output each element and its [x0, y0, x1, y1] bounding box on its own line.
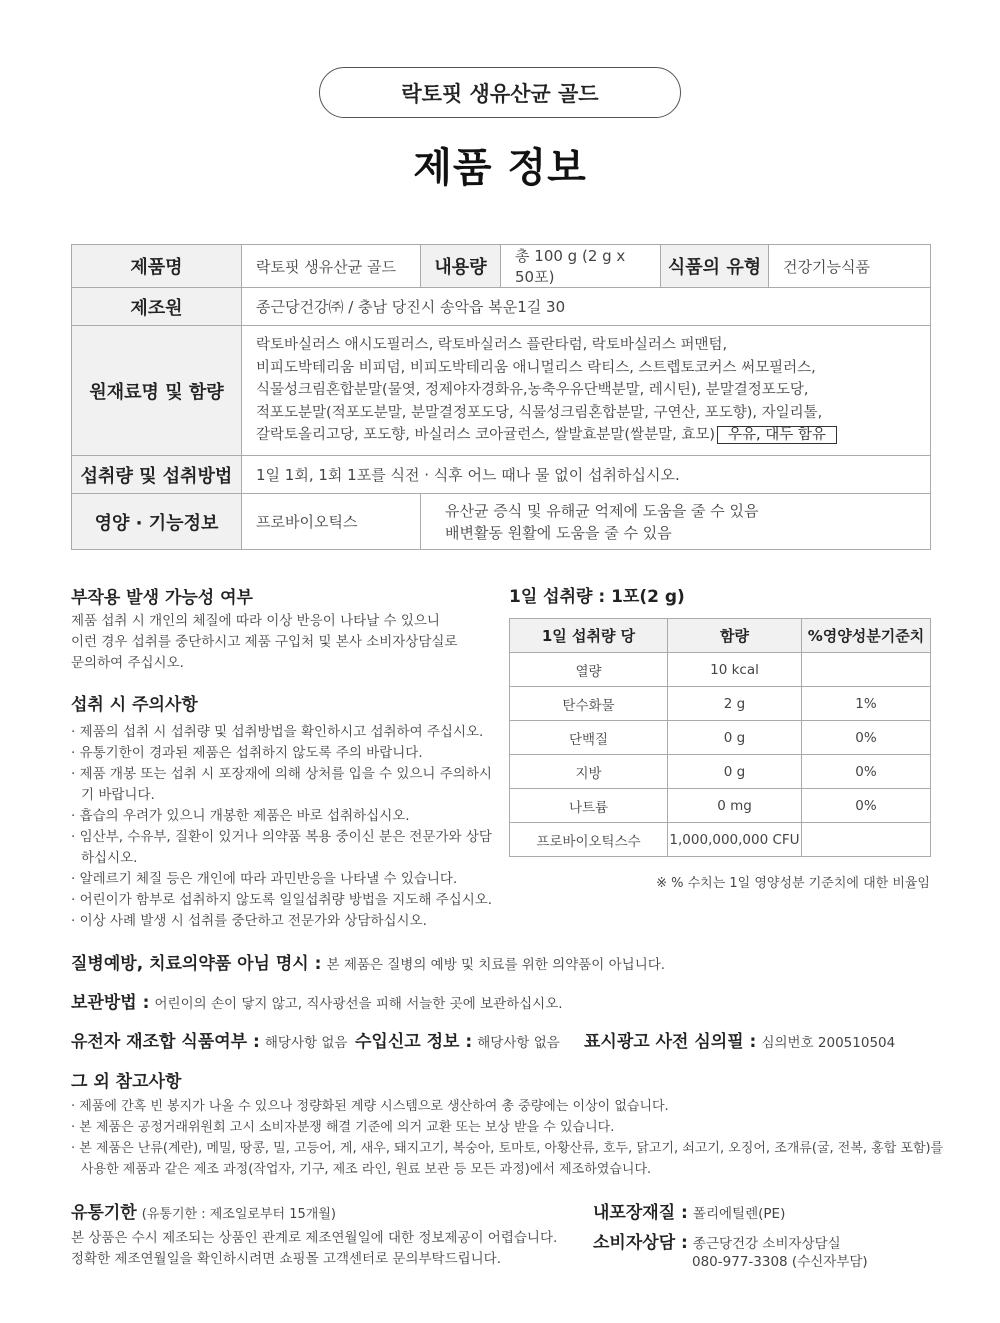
manufacturer-label: 제조원 — [72, 288, 242, 326]
food-type-label: 식품의 유형 — [661, 245, 769, 288]
nutrition-row — [510, 755, 931, 789]
nutrition-header-cell: 함량 — [668, 619, 802, 653]
ingredients-line — [256, 424, 916, 447]
cautions-list — [71, 722, 501, 932]
ingredients-line-text: 갈락토올리고당, 포도향, 바실러스 코아귤런스, 쌀발효분말(쌀분말, 효모) — [256, 427, 715, 444]
side-effects-line: 제품 섭취 시 개인의 체질에 따라 이상 반응이 나타날 수 있으니 — [71, 613, 440, 629]
caution-item: · 제품 개봉 또는 섭취 시 포장재에 의해 상처를 입을 수 있으니 주의하시기 바랍니다. — [71, 766, 492, 803]
ingredients-line: 락토바실러스 애시도필러스, 락토바실러스 플란타럼, 락토바실러스 퍼맨텀, — [256, 337, 728, 354]
nutrient-amount: 0 g — [668, 721, 802, 755]
nutrition-header-cell: %영양성분기준치 — [802, 619, 931, 653]
nutrition-header-cell: 1일 섭취량 당 — [510, 619, 668, 653]
storage-info — [71, 988, 563, 1013]
ingredients-value — [242, 326, 931, 456]
import-value: 해당사항 없음 — [477, 1035, 560, 1051]
gmo-info — [71, 1027, 347, 1052]
disease-notice-label: 질병예방, 치료의약품 아님 명시 : — [71, 954, 322, 974]
nutrient-percent: 0% — [802, 789, 931, 823]
consumer-label: 소비자상담 : — [593, 1233, 688, 1253]
ad-review-label: 표시광고 사전 심의필 : — [584, 1032, 757, 1052]
other-notes-list — [71, 1096, 971, 1180]
other-note-item: · 본 제품은 공정거래위원회 고시 소비자분쟁 해결 기준에 의거 교환 또는 보상 받을 수 있습니다. — [71, 1120, 615, 1135]
gmo-value: 해당사항 없음 — [264, 1035, 348, 1051]
ingredients-row — [72, 326, 931, 456]
caution-item: · 제품의 섭취 시 섭취량 및 섭취방법을 확인하시고 섭취하여 주십시오. — [71, 724, 484, 740]
nutrition-footnote: ※ % 수치는 1일 영양성분 기준치에 대한 비율임 — [656, 876, 930, 891]
caution-item: · 이상 사례 발생 시 섭취를 중단하고 전문가와 상담하십시오. — [71, 913, 427, 929]
nutrition-row — [510, 653, 931, 687]
nutrient-percent: 0% — [802, 755, 931, 789]
nutrient-percent — [802, 823, 931, 857]
function-label: 영양 · 기능정보 — [72, 494, 242, 550]
caution-item: · 알레르기 체질 등은 개인에 따라 과민반응을 나타낼 수 있습니다. — [71, 871, 458, 887]
disease-notice — [71, 949, 665, 974]
nutrition-row — [510, 687, 931, 721]
volume-label: 내용량 — [421, 245, 501, 288]
nutrient-amount: 0 g — [668, 755, 802, 789]
expiry-label: 유통기한 — [71, 1203, 137, 1223]
nutrition-row — [510, 721, 931, 755]
nutrition-header-row — [510, 619, 931, 653]
nutrient-name: 탄수화물 — [510, 687, 668, 721]
nutrition-title: 1일 섭취량 : 1포(2 g) — [509, 587, 685, 607]
side-effects-text — [71, 611, 457, 674]
packaging-info — [593, 1198, 785, 1223]
ingredients-line: 식물성크림혼합분말(물엿, 정제야자경화유,농축우유단백분말, 레시틴), 분말결정포도당, — [256, 382, 809, 399]
packaging-label: 내포장재질 : — [593, 1203, 688, 1223]
side-effects-line: 문의하여 주십시오. — [71, 655, 184, 671]
dosage-row — [72, 456, 931, 494]
dosage-label: 섭취량 및 섭취방법 — [72, 456, 242, 494]
allergy-notice-box: 우유, 대두 함유 — [717, 426, 837, 444]
expiry-info — [71, 1198, 336, 1223]
gmo-label: 유전자 재조합 식품여부 : — [71, 1032, 260, 1052]
caution-item: · 임산부, 수유부, 질환이 있거나 의약품 복용 중이신 분은 전문가와 상담하십시오. — [71, 829, 492, 866]
nutrient-name: 프로바이오틱스수 — [510, 823, 668, 857]
expiry-line: 정확한 제조연월일을 확인하시려면 쇼핑몰 고객센터로 문의부탁드립니다. — [71, 1251, 502, 1267]
ad-review-info — [584, 1027, 895, 1052]
product-name-label: 제품명 — [72, 245, 242, 288]
manufacturer-row — [72, 288, 931, 326]
storage-label: 보관방법 : — [71, 993, 150, 1013]
expiry-line: 본 상품은 수시 제조되는 상품인 관계로 제조연월일에 대한 정보제공이 어렵습니다. — [71, 1230, 558, 1246]
product-name-row — [72, 245, 931, 288]
other-note-item: · 제품에 간혹 빈 봉지가 나올 수 있으나 정량화된 계량 시스템으로 생산하여 총 중량에는 이상이 없습니다. — [71, 1099, 669, 1114]
nutrient-name: 단백질 — [510, 721, 668, 755]
packaging-value: 폴리에틸렌(PE) — [692, 1206, 786, 1222]
nutrient-name: 나트륨 — [510, 789, 668, 823]
dosage-value: 1일 1회, 1회 1포를 식전 · 식후 어느 때나 물 없이 섭취하십시오. — [242, 456, 931, 494]
caution-item: · 어린이가 함부로 섭취하지 않도록 일일섭취량 방법을 지도해 주십시오. — [71, 892, 493, 908]
nutrient-percent: 0% — [802, 721, 931, 755]
import-label: 수입신고 정보 : — [355, 1032, 473, 1052]
consumer-line1: 종근당건강 소비자상담실 — [692, 1236, 841, 1252]
side-effects-line: 이런 경우 섭취를 중단하시고 제품 구입처 및 본사 소비자상담실로 — [71, 634, 458, 650]
caution-item: · 유통기한이 경과된 제품은 섭취하지 않도록 주의 바랍니다. — [71, 745, 423, 761]
other-note-item: · 본 제품은 난류(계란), 메밀, 땅콩, 밀, 고등어, 게, 새우, 돼지고기, 복숭아, 토마토, 아황산류, 호두, 닭고기, 쇠고기, 오징어, 조개류(굴, 전복, 홍합 포함)를 — [71, 1141, 944, 1156]
function-line: 유산균 증식 및 유해균 억제에 도움을 줄 수 있음 — [445, 501, 759, 520]
storage-value: 어린이의 손이 닿지 않고, 직사광선을 피해 서늘한 곳에 보관하십시오. — [154, 996, 563, 1012]
side-effects-title: 부작용 발생 가능성 여부 — [71, 588, 253, 608]
ingredients-line: 적포도분말(적포도분말, 분말결정포도당, 식물성크림혼합분말, 구연산, 포도향), 자일리톨, — [256, 404, 823, 421]
caution-item: · 흡습의 우려가 있으니 개봉한 제품은 바로 섭취하십시오. — [71, 808, 410, 824]
food-type-value: 건강기능식품 — [769, 245, 931, 288]
nutrition-row — [510, 789, 931, 823]
nutrient-name: 열량 — [510, 653, 668, 687]
other-note-item: 사용한 제품과 같은 제조 과정(작업자, 기구, 제조 라인, 원료 보관 등 모든 과정)에서 제조하였습니다. — [81, 1162, 652, 1177]
import-info — [355, 1027, 560, 1052]
page-title: 제품 정보 — [413, 145, 587, 191]
manufacturer-value: 종근당건강㈜ / 충남 당진시 송악읍 복운1길 30 — [242, 288, 931, 326]
nutrient-percent — [802, 653, 931, 687]
function-description — [421, 494, 931, 550]
expiry-text — [71, 1228, 557, 1270]
function-row — [72, 494, 931, 550]
other-notes-title: 그 외 참고사항 — [71, 1072, 182, 1092]
nutrient-amount: 0 mg — [668, 789, 802, 823]
consumer-line2: 080-977-3308 (수신자부담) — [692, 1254, 868, 1270]
product-name-pill: 락토핏 생유산균 골드 — [319, 67, 681, 118]
function-line: 배변활동 원활에 도움을 줄 수 있음 — [445, 523, 672, 542]
nutrient-amount: 1,000,000,000 CFU — [668, 823, 802, 857]
product-name-value: 락토핏 생유산균 골드 — [242, 245, 421, 288]
nutrient-name: 지방 — [510, 755, 668, 789]
volume-value: 총 100 g (2 g x 50포) — [501, 245, 661, 288]
nutrition-table — [509, 618, 931, 857]
disease-notice-value: 본 제품은 질병의 예방 및 치료를 위한 의약품이 아닙니다. — [326, 957, 666, 973]
product-info-table — [71, 244, 931, 550]
ad-review-value: 심의번호 200510504 — [761, 1035, 896, 1051]
nutrient-amount: 2 g — [668, 687, 802, 721]
ingredients-line: 비피도박테리움 비피덤, 비피도박테리움 애니멀리스 락티스, 스트렙토코커스 써모필러스, — [256, 359, 816, 376]
expiry-sub: (유통기한 : 제조일로부터 15개월) — [141, 1207, 336, 1222]
nutrient-percent: 1% — [802, 687, 931, 721]
nutrition-row — [510, 823, 931, 857]
nutrient-amount: 10 kcal — [668, 653, 802, 687]
function-name: 프로바이오틱스 — [242, 494, 421, 550]
ingredients-label: 원재료명 및 함량 — [72, 326, 242, 456]
cautions-title: 섭취 시 주의사항 — [71, 695, 198, 715]
